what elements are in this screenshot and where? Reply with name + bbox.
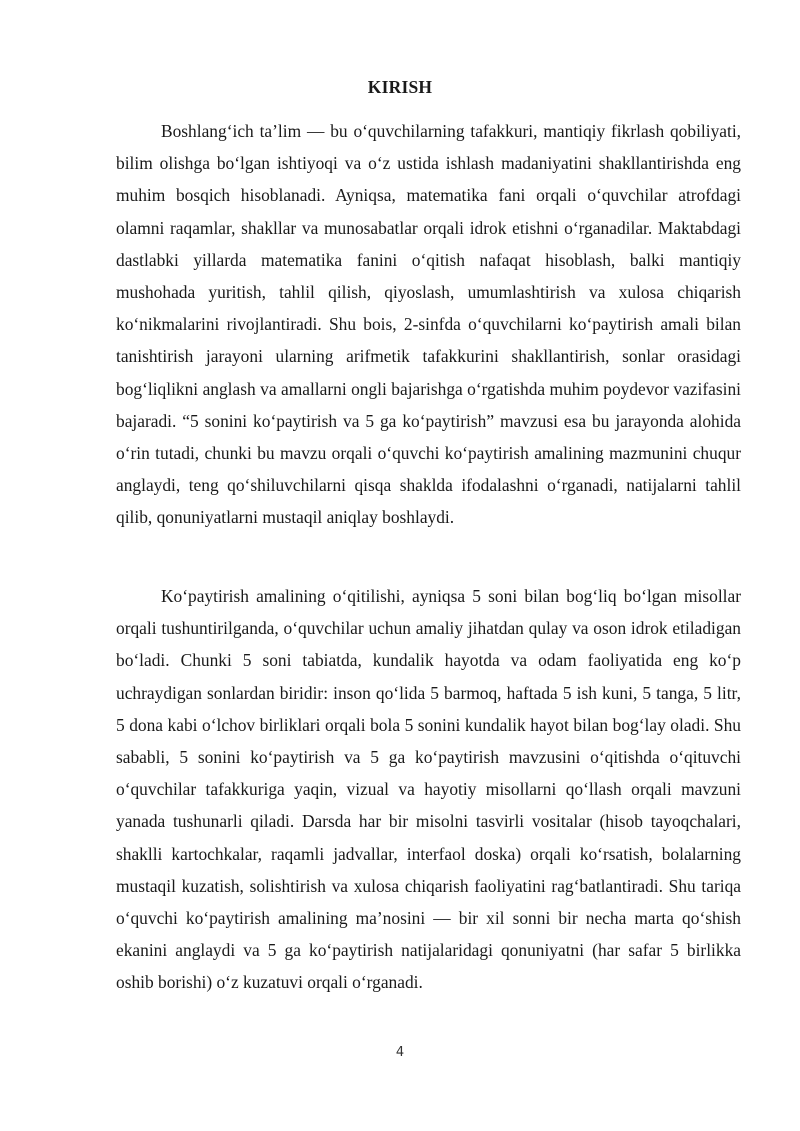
- paragraph-1: Boshlang‘ich ta’lim — bu o‘quvchilarning tafakkuri, mantiqiy fikrlash qobiliyati, bilim olishga bo‘lgan ishtiyoqi va o‘z ustida ishlash madaniyatini shakllantirishda eng muhim bosqich hisoblanadi. Ayniqsa, matematika fani orqali o‘quvchilar atrofdagi olamni raqamlar, shakllar va munosabatlar orqali idrok etishni o‘rganadilar. Maktabdagi dastlabki yillarda matematika fanini o‘qitish nafaqat hisoblash, balki mantiqiy mushohada yuritish, tahlil qilish, qiyoslash, umumlashtirish va xulosa chiqarish ko‘nikmalarini rivojlantiradi. Shu bois, 2-sinfda o‘quvchilarni ko‘paytirish amali bilan tanishtirish jarayoni ularning arifmetik tafakkurini shakllantirish, sonlar orasidagi bog‘liqlikni anglash va amallarni ongli bajarishga o‘rgatishda muhim poydevor vazifasini bajaradi. “5 sonini ko‘paytirish va 5 ga ko‘paytirish” mavzusi esa bu jarayonda alohida o‘rin tutadi, chunki bu mavzu orqali o‘quvchi ko‘paytirish amalining mazmunini chuqur anglaydi, teng qo‘shiluvchilarni qisqa shaklda ifodalashni o‘rganadi, natijalarni tahlil qilib, qonuniyatlarni mustaqil aniqlay boshlaydi.: [116, 121, 741, 528]
- paragraph-2: Ko‘paytirish amalining o‘qitilishi, ayniqsa 5 soni bilan bog‘liq bo‘lgan misollar orqali tushuntirilganda, o‘quvchilar uchun amaliy jihatdan qulay va oson idrok etiladigan bo‘ladi. Chunki 5 soni tabiatda, kundalik hayotda va odam faoliyatida eng ko‘p uchraydigan sonlardan biridir: inson qo‘lida 5 barmoq, haftada 5 ish kuni, 5 tanga, 5 litr, 5 dona kabi o‘lchov birliklari orqali bola 5 sonini kundalik hayot bilan bog‘lay oladi. Shu sababli, 5 sonini ko‘paytirish va 5 ga ko‘paytirish mavzusini o‘qitishda o‘qituvchi o‘quvchilar tafakkuriga yaqin, vizual va hayotiy misollarni qo‘llash orqali mavzuni yanada tushunarli qiladi. Darsda har bir misolni tasvirli vositalar (hisob tayoqchalari, shaklli kartochkalar, raqamli jadvallar, interfaol doska) orqali ko‘rsatish, bolalarning mustaqil kuzatish, solishtirish va xulosa chiqarish faoliyatini rag‘batlantiradi. Shu tariqa o‘quvchi ko‘paytirish amalining ma’nosini — bir xil sonni bir necha marta qo‘shish ekanini anglaydi va 5 ga ko‘paytirish natijalaridagi qonuniyatni (har safar 5 birlikka oshib borishi) o‘z kuzatuvi orqali o‘rganadi.: [116, 586, 741, 993]
- page-number: 4: [395, 1045, 405, 1060]
- section-heading: KIRISH: [367, 77, 433, 97]
